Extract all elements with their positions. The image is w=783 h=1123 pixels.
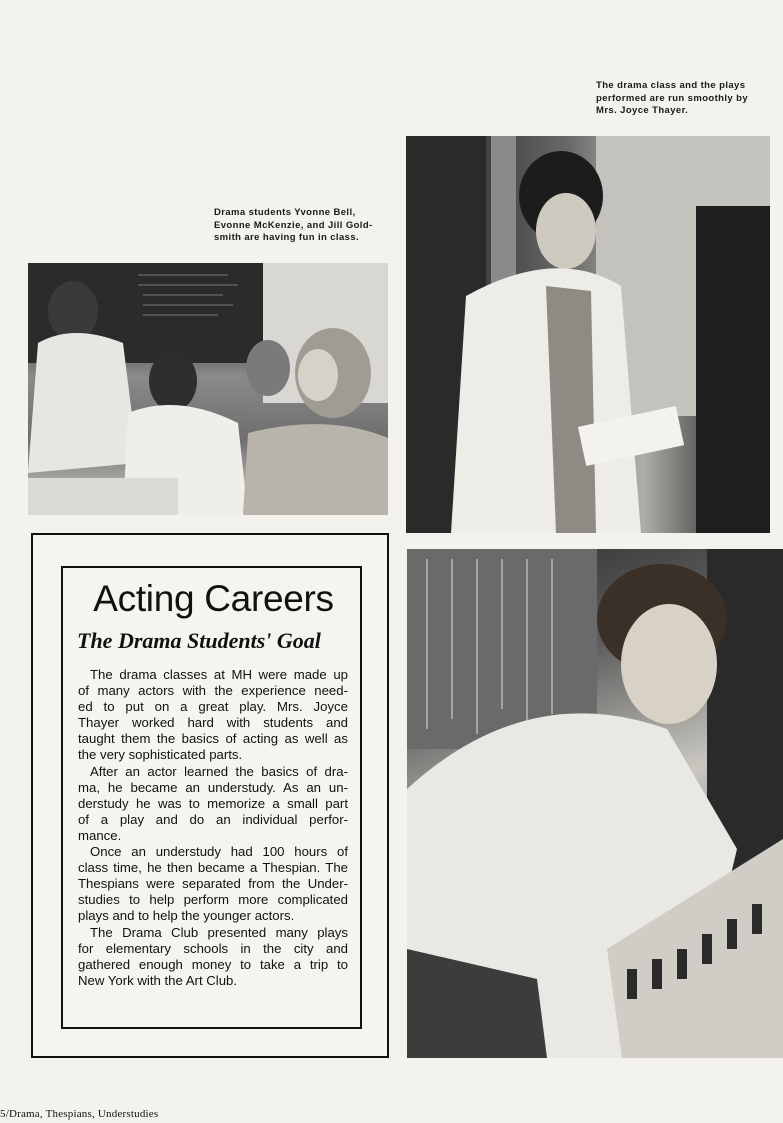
story-line: mance. xyxy=(78,827,122,843)
story-line: the very sophisticated parts. xyxy=(78,747,243,763)
page-footer: 5/Drama, Thespians, Understudies xyxy=(0,1108,159,1120)
story-line: Thayer worked hard with students and xyxy=(78,715,348,731)
story-line: ed to put on a great play. Mrs. Joyce xyxy=(78,699,348,715)
story-line: class time, he then became a Thespian. The xyxy=(78,860,348,876)
caption-line: Mrs. Joyce Thayer. xyxy=(596,105,689,116)
story-line: gathered enough money to take a trip to xyxy=(78,956,348,972)
story-line: of many actors with the experience need- xyxy=(78,683,348,699)
photo-drama-students xyxy=(28,263,388,515)
story-line: The Drama Club presented many plays xyxy=(90,924,348,940)
story-subhead: The Drama Students' Goal xyxy=(77,628,321,653)
caption-line: The drama class and the plays xyxy=(596,80,746,91)
caption-line: Drama students Yvonne Bell, xyxy=(214,207,356,218)
story-body xyxy=(78,667,348,989)
caption-thayer xyxy=(596,80,776,118)
photo-student-at-console xyxy=(407,549,783,1058)
story-line: taught them the basics of acting as well as xyxy=(78,731,348,747)
story-line: studies to help perform more complicated xyxy=(78,892,348,908)
caption-line: Evonne McKenzie, and Jill Gold- xyxy=(214,219,373,231)
caption-line: smith are having fun in class. xyxy=(214,232,360,243)
story-line: After an actor learned the basics of dra- xyxy=(90,763,348,779)
story-box xyxy=(31,533,389,1058)
story-line: Once an understudy had 100 hours of xyxy=(90,844,348,860)
story-line: Thespians were separated from the Under- xyxy=(78,876,348,892)
story-frame xyxy=(61,566,362,1029)
story-line: New York with the Art Club. xyxy=(78,972,238,988)
story-line: plays and to help the younger actors. xyxy=(78,908,295,924)
story-line: of a play and do an individual perfor- xyxy=(78,811,348,827)
photo-mrs-thayer xyxy=(406,136,770,533)
story-line: for elementary schools in the city and xyxy=(78,940,348,956)
story-line: ma, he became an understudy. As an un- xyxy=(78,779,348,795)
story-line: The drama classes at MH were made up xyxy=(90,667,348,682)
caption-students xyxy=(214,207,394,245)
story-headline: Acting Careers xyxy=(93,578,334,619)
story-line: derstudy he was to memorize a small part xyxy=(78,795,348,811)
caption-line: performed are run smoothly by xyxy=(596,92,749,104)
